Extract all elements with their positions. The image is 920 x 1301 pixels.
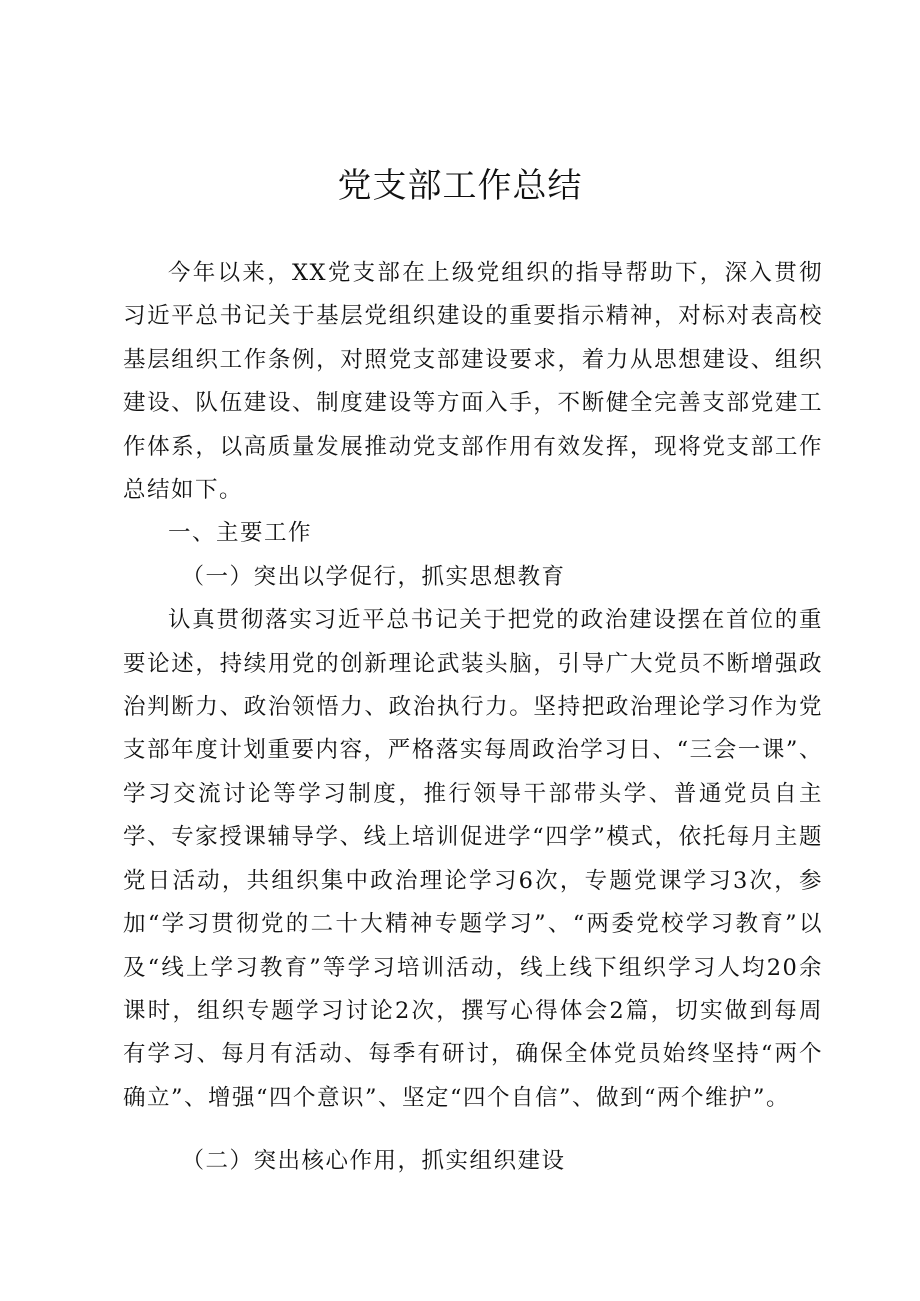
subsection-heading-organization-building: （二）突出核心作用，抓实组织建设 xyxy=(181,1148,566,1175)
ideological-education-paragraph: 认真贯彻落实习近平总书记关于把党的政治建设摆在首位的重要论述，持续用党的创新理论武装头脑，引导广大党员不断增强政治判断力、政治领悟力、政治执行力。坚持把政治理论学习作为党支部年度计划重要内容，严格落实每周政治学习日、“三会一课”、学习交流讨论等学习制度，推行领导干部带头学、普通党员自主学、专家授课辅导学、线上培训促进学“四学”模式，依托每月主题党日活动，共组织集中政治理论学习6次，专题党课学习3次，参加“学习贯彻党的二十大精神专题学习”、“两委党校学习教育”以及“线上学习教育”等学习培训活动，线上线下组织学习人均20余课时，组织专题学习讨论2次，撰写心得体会2篇，切实做到每周有学习、每月有活动、每季有研讨，确保全体党员始终坚持“两个确立”、增强“四个意识”、坚定“四个自信”、做到“两个维护”。 xyxy=(123,607,823,1111)
section-heading-main-work: 一、主要工作 xyxy=(168,520,313,547)
document-title: 党支部工作总结 xyxy=(337,166,583,206)
intro-paragraph: 今年以来，XX党支部在上级党组织的指导帮助下，深入贯彻习近平总书记关于基层党组织建设的重要指示精神，对标对表高校基层组织工作条例，对照党支部建设要求，着力从思想建设、组织建设、队伍建设、制度建设等方面入手，不断健全完善支部党建工作体系，以高质量发展推动党支部作用有效发挥，现将党支部工作总结如下。 xyxy=(123,260,823,504)
subsection-heading-ideological-education: （一）突出以学促行，抓实思想教育 xyxy=(181,563,566,590)
document-body xyxy=(123,252,823,1184)
